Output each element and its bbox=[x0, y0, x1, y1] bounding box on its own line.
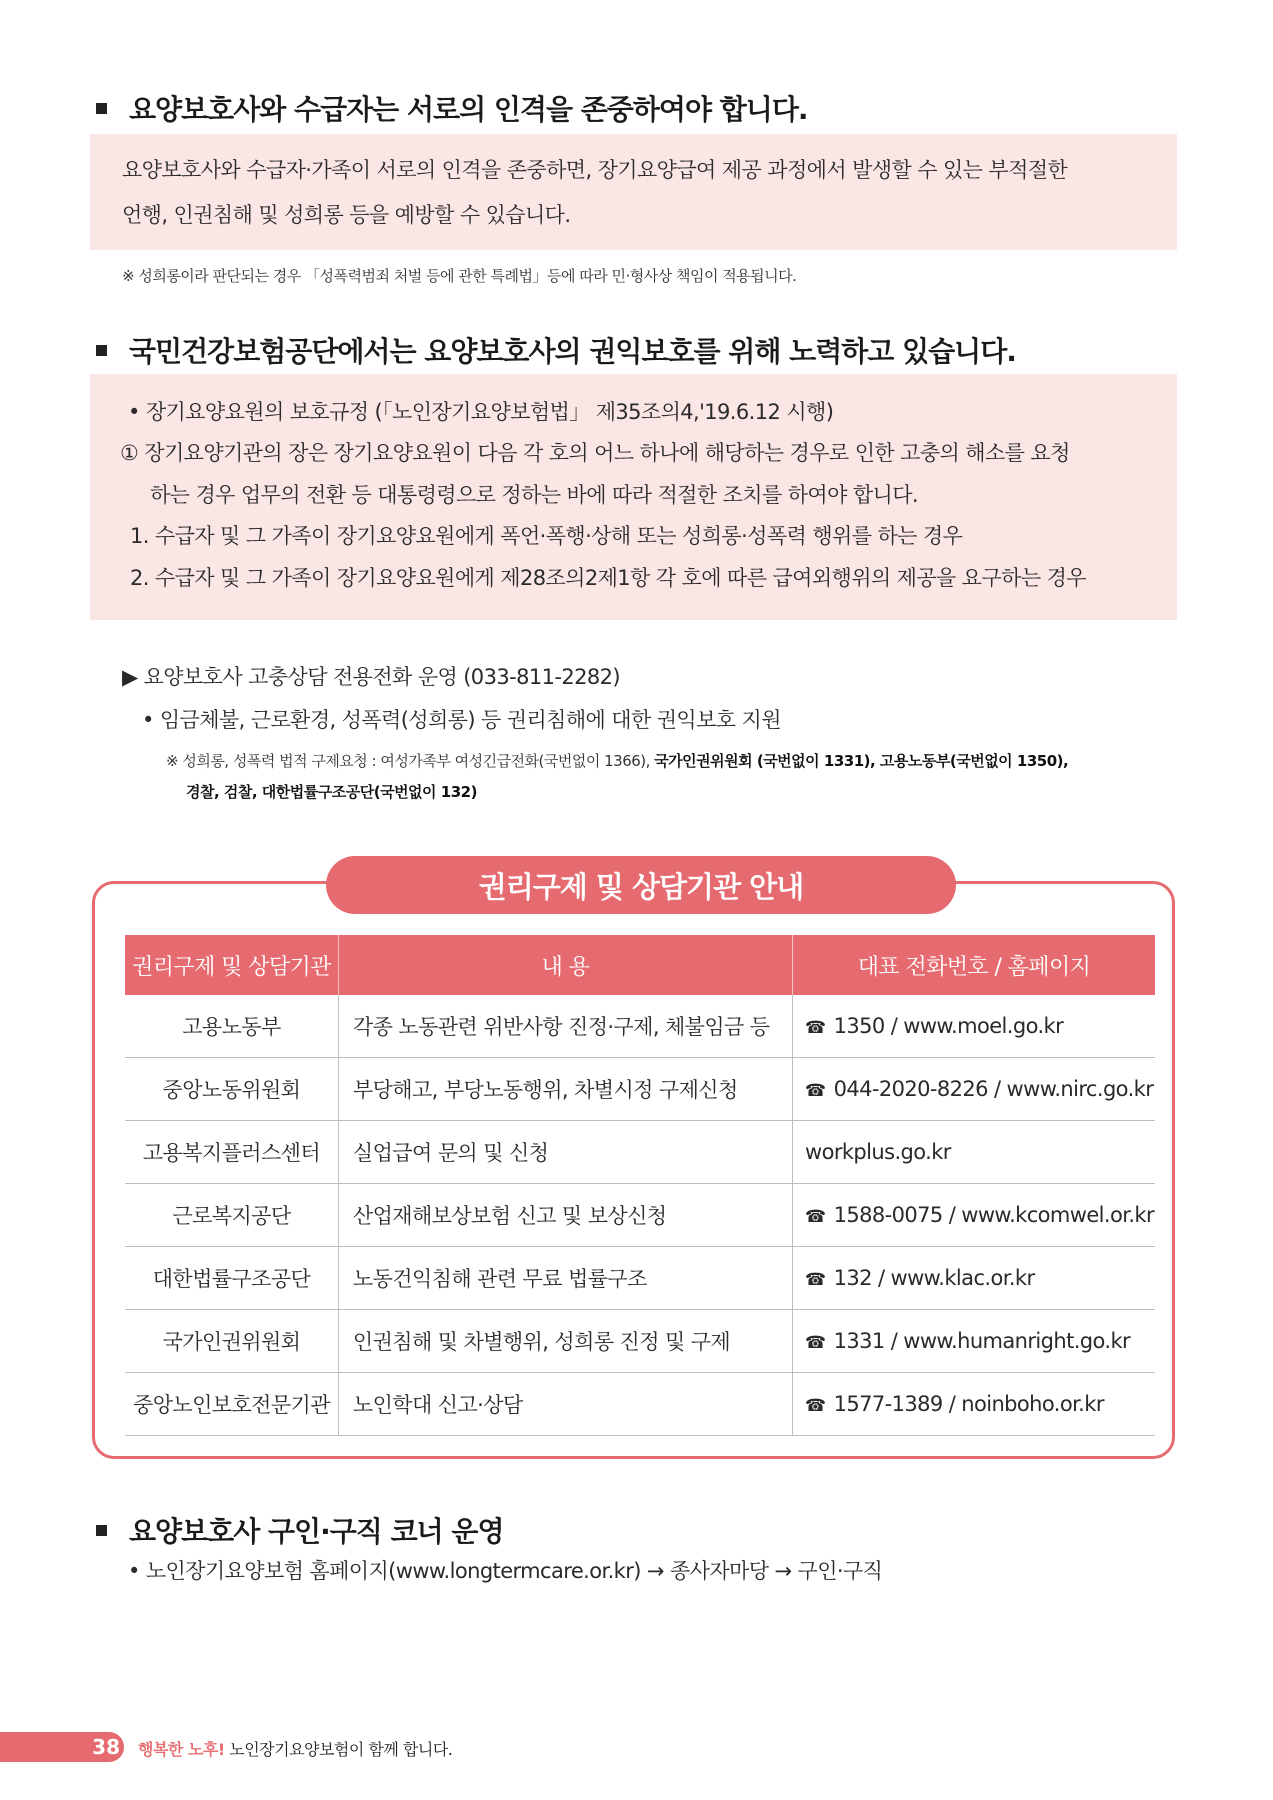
org-content: 노동건익침해 관련 무료 법률구조 bbox=[338, 1247, 792, 1310]
guide-table-header bbox=[125, 935, 1155, 995]
section1-note: ※ 성희롱이라 판단되는 경우 「성폭력범죄 처벌 등에 관한 특례법」등에 따라 민·형사상 책임이 적용됩니다. bbox=[122, 267, 797, 285]
section2-line2: ① 장기요양기관의 장은 장기요양요원이 다음 각 호의 어느 하나에 해당하는 경우로 인한 고충의 해소를 요청 bbox=[120, 441, 1070, 465]
section2-line5: 2. 수급자 및 그 가족이 장기요양요원에게 제28조의2제1항 각 호에 따른 급여외행위의 제공을 요구하는 경우 bbox=[130, 566, 1086, 590]
table-row bbox=[125, 1121, 1155, 1184]
section1-heading-text: 요양보호사와 수급자는 서로의 인격을 존중하여야 합니다. bbox=[129, 93, 808, 126]
org-content: 각종 노동관련 위반사항 진정·구제, 체불임금 등 bbox=[338, 995, 792, 1058]
org-name: 근로복지공단 bbox=[125, 1184, 338, 1247]
org-name: 중앙노동위원회 bbox=[125, 1058, 338, 1121]
org-content: 노인학대 신고·상담 bbox=[338, 1373, 792, 1436]
hotline-note bbox=[166, 750, 1068, 771]
phone-icon: ☎ bbox=[805, 1270, 826, 1290]
contact-text: 1577-1389 / noinboho.or.kr bbox=[833, 1392, 1104, 1416]
org-content: 산업재해보상보험 신고 및 보상신청 bbox=[338, 1184, 792, 1247]
contact-text: 1331 / www.humanright.go.kr bbox=[833, 1329, 1131, 1353]
contact-text: workplus.go.kr bbox=[805, 1140, 951, 1164]
org-contact bbox=[793, 1373, 1155, 1436]
org-name: 국가인권위원회 bbox=[125, 1310, 338, 1373]
section1-heading bbox=[96, 88, 808, 128]
footer-text bbox=[138, 1737, 452, 1760]
section1-box-line1: 요양보호사와 수급자·가족이 서로의 인격을 존중하면, 장기요양급여 제공 과정에서 발생할 수 있는 부적절한 bbox=[122, 158, 1068, 182]
contact-text: 132 / www.klac.or.kr bbox=[833, 1266, 1035, 1290]
org-contact bbox=[793, 1310, 1155, 1373]
section1-box-line2: 언행, 인권침해 및 성희롱 등을 예방할 수 있습니다. bbox=[122, 203, 571, 227]
hotline-line1: ▶ 요양보호사 고충상담 전용전화 운영 (033-811-2282) bbox=[122, 665, 620, 689]
page-number: 38 bbox=[0, 1732, 124, 1762]
contact-text: 1588-0075 / www.kcomwel.or.kr bbox=[833, 1203, 1154, 1227]
org-name: 대한법률구조공단 bbox=[125, 1247, 338, 1310]
phone-icon: ☎ bbox=[805, 1081, 826, 1101]
section3-heading-text: 요양보호사 구인·구직 코너 운영 bbox=[129, 1515, 504, 1548]
square-bullet-icon bbox=[96, 1525, 107, 1536]
header-contact: 대표 전화번호 / 홈페이지 bbox=[793, 935, 1155, 995]
org-name: 고용복지플러스센터 bbox=[125, 1121, 338, 1184]
org-content: 실업급여 문의 및 신청 bbox=[338, 1121, 792, 1184]
square-bullet-icon bbox=[96, 345, 107, 356]
phone-icon: ☎ bbox=[805, 1396, 826, 1416]
table-row bbox=[125, 1310, 1155, 1373]
org-content: 부당해고, 부당노동행위, 차별시정 구제신청 bbox=[338, 1058, 792, 1121]
org-contact bbox=[793, 1058, 1155, 1121]
section3-line1: • 노인장기요양보험 홈페이지(www.longtermcare.or.kr) → 종사자마당 → 구인·구직 bbox=[128, 1559, 883, 1583]
table-row bbox=[125, 1247, 1155, 1310]
section1-box bbox=[90, 134, 1177, 250]
org-content: 인권침해 및 차별행위, 성희롱 진정 및 구제 bbox=[338, 1310, 792, 1373]
phone-icon: ☎ bbox=[805, 1207, 826, 1227]
guide-table bbox=[125, 935, 1155, 1436]
guide-title: 권리구제 및 상담기관 안내 bbox=[326, 856, 956, 914]
hotline-note-prefix: ※ 성희롱, 성폭력 법적 구제요청 : 여성가족부 여성긴급전화(국번없이 1366), bbox=[166, 752, 655, 770]
section3-heading bbox=[96, 1510, 504, 1550]
org-name: 고용노동부 bbox=[125, 995, 338, 1058]
org-contact bbox=[793, 1121, 1155, 1184]
section2-line4: 1. 수급자 및 그 가족이 장기요양요원에게 폭언·폭행·상해 또는 성희롱·성폭력 행위를 하는 경우 bbox=[130, 524, 963, 548]
org-name: 중앙노인보호전문기관 bbox=[125, 1373, 338, 1436]
header-org: 권리구제 및 상담기관 bbox=[125, 935, 338, 995]
org-contact bbox=[793, 995, 1155, 1058]
section2-box bbox=[90, 374, 1177, 620]
table-row bbox=[125, 995, 1155, 1058]
phone-icon: ☎ bbox=[805, 1018, 826, 1038]
table-row bbox=[125, 1184, 1155, 1247]
contact-text: 1350 / www.moel.go.kr bbox=[833, 1014, 1064, 1038]
section2-heading-text: 국민건강보험공단에서는 요양보호사의 권익보호를 위해 노력하고 있습니다. bbox=[129, 335, 1016, 368]
table-row bbox=[125, 1373, 1155, 1436]
contact-text: 044-2020-8226 / www.nirc.go.kr bbox=[833, 1077, 1154, 1101]
org-contact bbox=[793, 1184, 1155, 1247]
footer-tagline: 노인장기요양보험이 함께 합니다. bbox=[224, 1740, 453, 1759]
header-content: 내 용 bbox=[338, 935, 792, 995]
section2-line1: • 장기요양요원의 보호규정 (「노인장기요양보험법」 제35조의4,'19.6.12 시행) bbox=[128, 400, 834, 424]
footer-accent: 행복한 노후! bbox=[138, 1740, 225, 1759]
hotline-note-bold2: 경찰, 검찰, 대한법률구조공단(국번없이 132) bbox=[186, 783, 477, 801]
hotline-note-bold1: 국가인권위원회 (국번없이 1331), 고용노동부(국번없이 1350), bbox=[654, 752, 1069, 770]
phone-icon: ☎ bbox=[805, 1333, 826, 1353]
org-contact bbox=[793, 1247, 1155, 1310]
hotline-line2: • 임금체불, 근로환경, 성폭력(성희롱) 등 권리침해에 대한 권익보호 지원 bbox=[142, 708, 781, 732]
section2-heading bbox=[96, 330, 1016, 370]
table-row bbox=[125, 1058, 1155, 1121]
square-bullet-icon bbox=[96, 103, 107, 114]
section2-line3: 하는 경우 업무의 전환 등 대통령령으로 정하는 바에 따라 적절한 조치를 하여야 합니다. bbox=[150, 483, 918, 507]
